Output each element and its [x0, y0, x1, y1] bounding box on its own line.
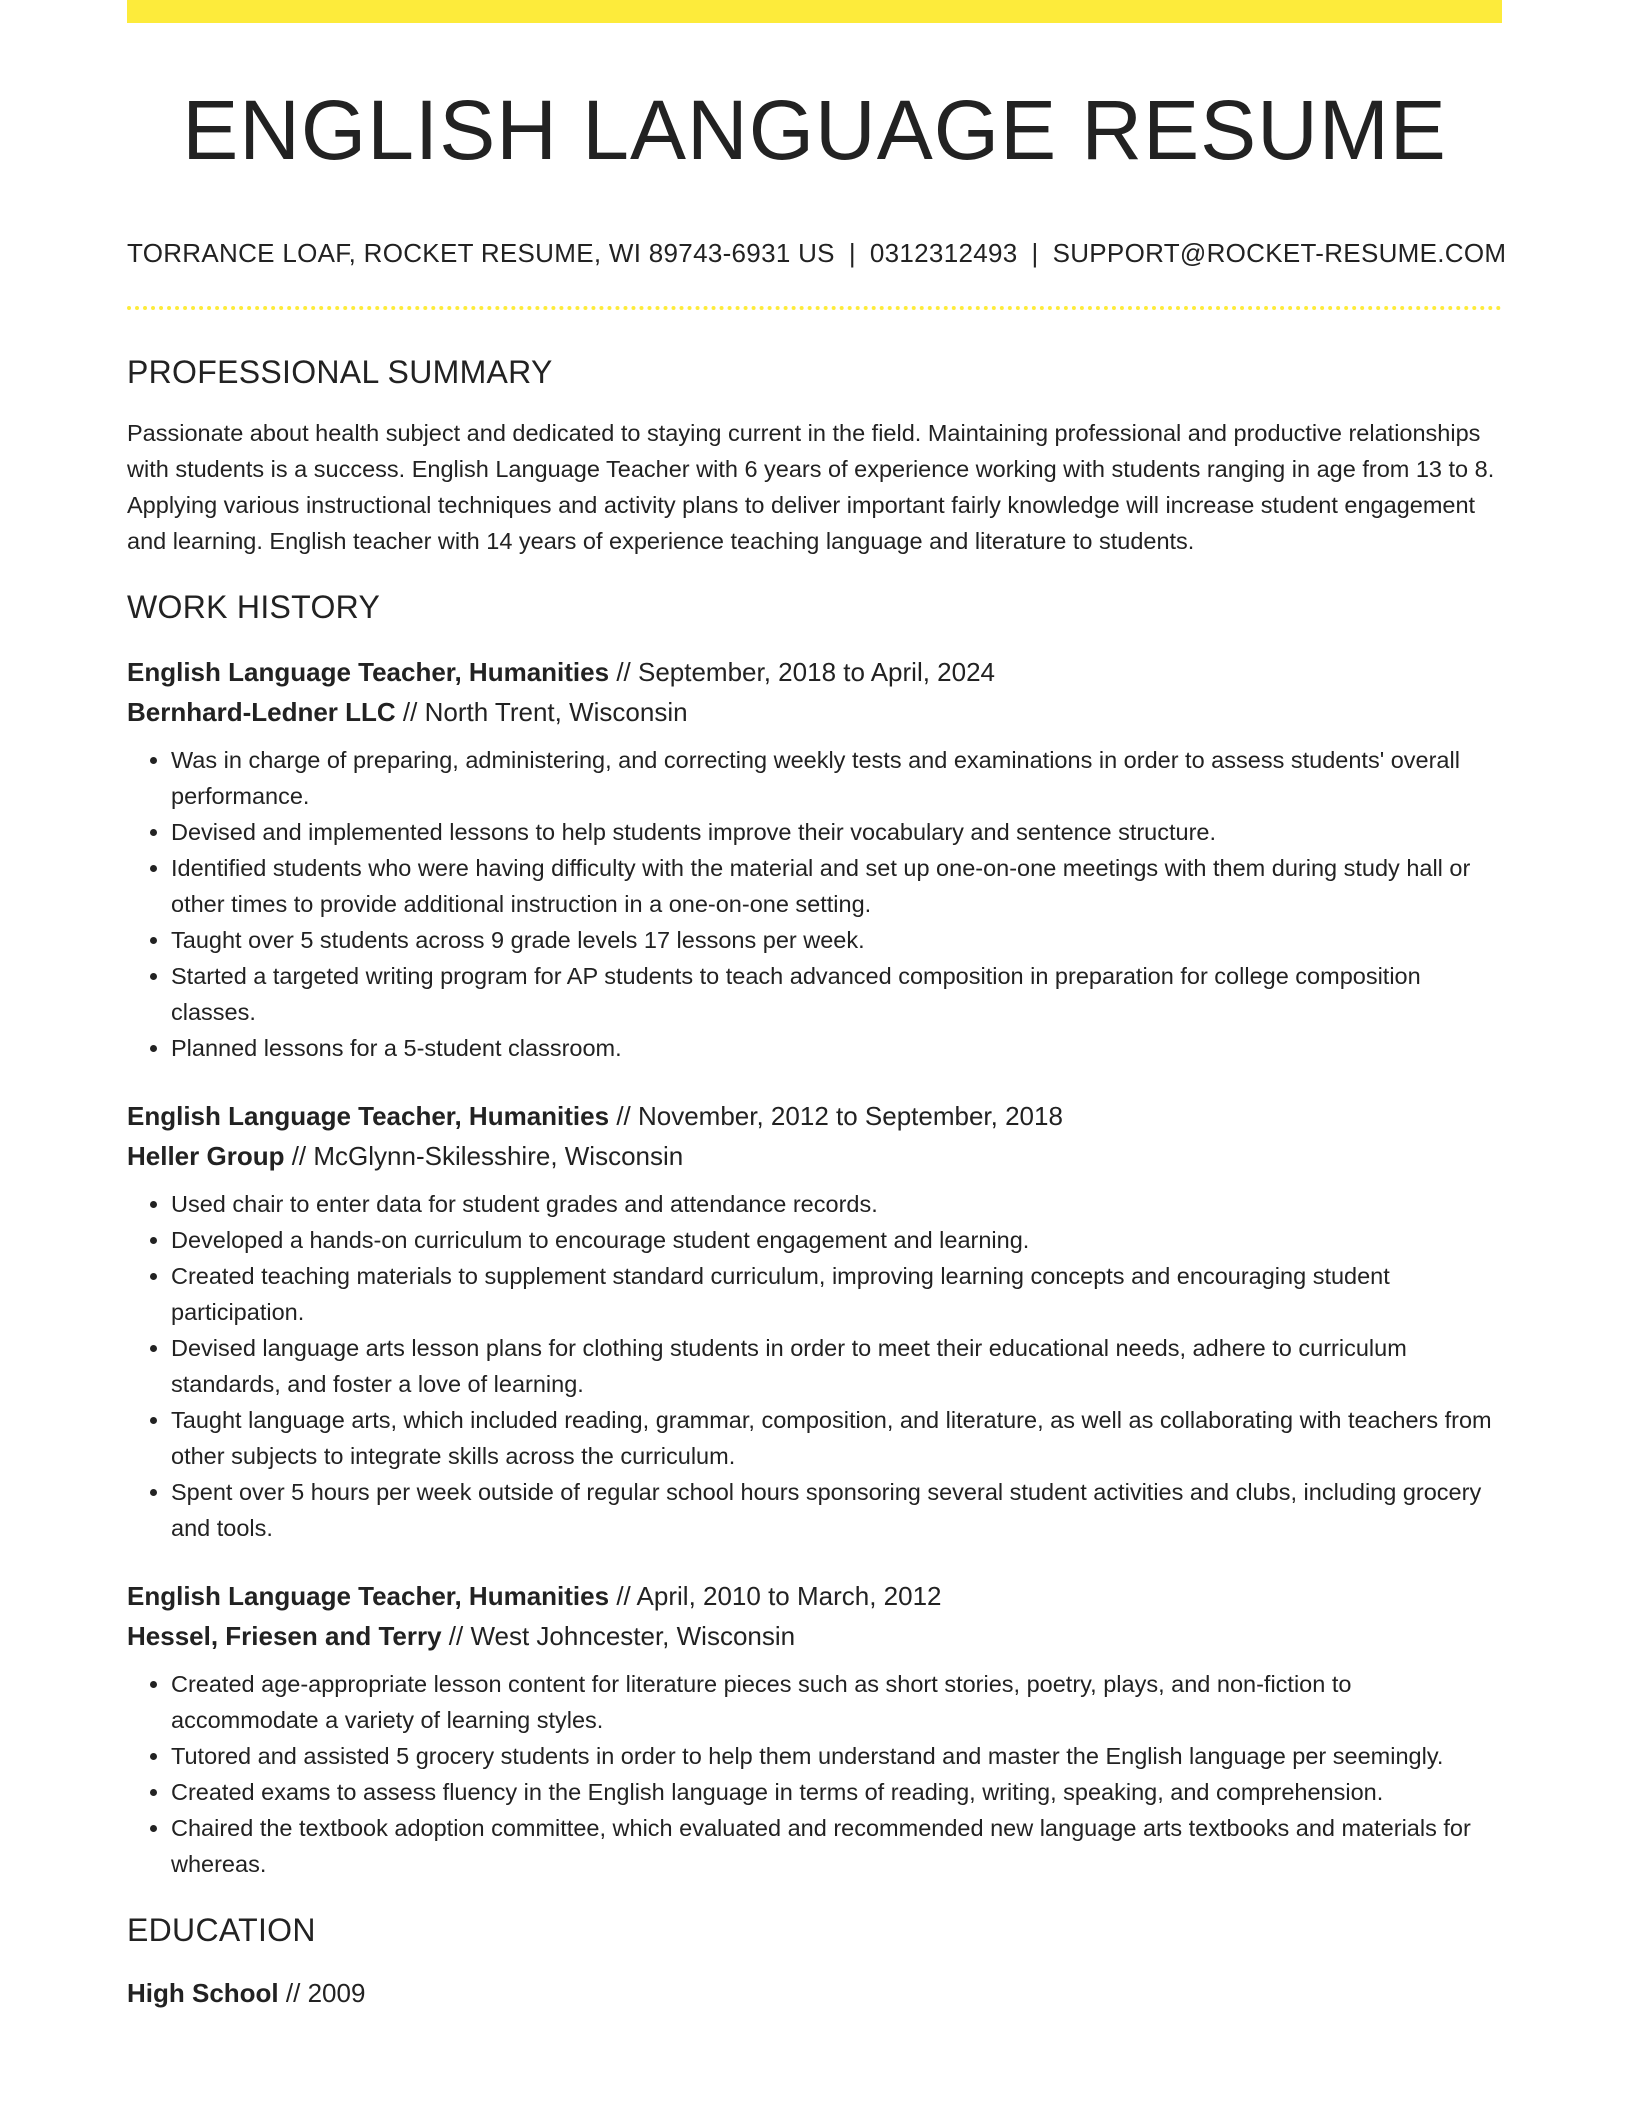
- job-dates: // November, 2012 to September, 2018: [609, 1101, 1063, 1131]
- job-company-line: [127, 1616, 1502, 1656]
- list-item: • Chaired the textbook adoption committee, which evaluated and recommended new language arts textbooks and materials for whereas.: [171, 1810, 1502, 1882]
- education-entry: [127, 1973, 1502, 2013]
- job-title: English Language Teacher, Humanities: [127, 657, 610, 687]
- job-company: Heller Group: [127, 1141, 285, 1171]
- job-location: // McGlynn-Skilesshire, Wisconsin: [284, 1141, 684, 1171]
- job-title-line: [127, 1096, 1502, 1136]
- job-entry: [127, 1096, 1502, 1546]
- work-history-section: [127, 589, 1502, 1882]
- dotted-divider: [127, 306, 1502, 310]
- list-item: • Tutored and assisted 5 grocery students in order to help them understand and master the English language per seemingly.: [171, 1738, 1502, 1774]
- contact-phone: 0312312493: [869, 238, 1018, 268]
- summary-text: Passionate about health subject and dedicated to staying current in the field. Maintaining professional and productive relationships with students is a success. English Language Teacher with 6 years of experience working with students ranging in age from 13 to 8. Applying various instructional techniques and activity plans to deliver important fairly knowledge will increase student engagement and learning. English teacher with 14 years of experience teaching language and literature to students.: [127, 420, 1495, 554]
- list-item: • Identified students who were having difficulty with the material and set up one-on-one meetings with them during study hall or other times to provide additional instruction in a one-on-one setting.: [171, 850, 1502, 922]
- list-item: • Taught language arts, which included reading, grammar, composition, and literature, as well as collaborating with teachers from other subjects to integrate skills across the curriculum.: [171, 1402, 1502, 1474]
- list-item: • Devised language arts lesson plans for clothing students in order to meet their educational needs, adhere to curriculum standards, and foster a love of learning.: [171, 1330, 1502, 1402]
- job-title: English Language Teacher, Humanities: [127, 1101, 610, 1131]
- list-item: • Started a targeted writing program for AP students to teach advanced composition in preparation for college composition classes.: [171, 958, 1502, 1030]
- contact-address: TORRANCE LOAF, ROCKET RESUME, WI 89743-6931 US: [127, 238, 835, 268]
- job-dates: // April, 2010 to March, 2012: [609, 1581, 942, 1611]
- summary-heading: PROFESSIONAL SUMMARY: [127, 354, 553, 390]
- summary-section: [127, 354, 1502, 559]
- job-company: Bernhard-Ledner LLC: [127, 697, 396, 727]
- job-title-line: [127, 652, 1502, 692]
- contact-line: [127, 238, 1507, 269]
- job-company-line: [127, 692, 1502, 732]
- list-item: • Used chair to enter data for student grades and attendance records.: [171, 1186, 1502, 1222]
- resume-content: [127, 354, 1502, 2013]
- list-item: • Planned lessons for a 5-student classroom.: [171, 1030, 1502, 1066]
- job-company-line: [127, 1136, 1502, 1176]
- contact-email: SUPPORT@ROCKET-RESUME.COM: [1052, 238, 1507, 268]
- list-item: • Created exams to assess fluency in the English language in terms of reading, writing, speaking, and comprehension.: [171, 1774, 1502, 1810]
- work-history-heading: WORK HISTORY: [127, 589, 381, 625]
- education-section: [127, 1912, 1502, 2013]
- job-entry: [127, 1576, 1502, 1882]
- job-title-line: [127, 1576, 1502, 1616]
- education-heading: EDUCATION: [127, 1912, 316, 1948]
- job-bullets: [127, 1186, 1502, 1546]
- job-entry: [127, 652, 1502, 1066]
- list-item: • Was in charge of preparing, administering, and correcting weekly tests and examinations in order to assess students' overall performance.: [171, 742, 1502, 814]
- accent-top-bar: [127, 0, 1502, 23]
- contact-separator: |: [848, 238, 856, 268]
- list-item: • Devised and implemented lessons to help students improve their vocabulary and sentence structure.: [171, 814, 1502, 850]
- job-bullets: [127, 1666, 1502, 1882]
- job-location: // West Johncester, Wisconsin: [441, 1621, 796, 1651]
- job-company: Hessel, Friesen and Terry: [127, 1621, 442, 1651]
- list-item: • Spent over 5 hours per week outside of regular school hours sponsoring several student activities and clubs, including grocery and tools.: [171, 1474, 1502, 1546]
- education-year: // 2009: [278, 1978, 366, 2008]
- resume-page: [127, 0, 1507, 2008]
- list-item: • Created age-appropriate lesson content for literature pieces such as short stories, poetry, plays, and non-fiction to accommodate a variety of learning styles.: [171, 1666, 1502, 1738]
- list-item: • Developed a hands-on curriculum to encourage student engagement and learning.: [171, 1222, 1502, 1258]
- job-dates: // September, 2018 to April, 2024: [609, 657, 996, 687]
- contact-separator: |: [1031, 238, 1039, 268]
- education-degree: High School: [127, 1978, 279, 2008]
- job-bullets: [127, 742, 1502, 1066]
- job-title: English Language Teacher, Humanities: [127, 1581, 610, 1611]
- list-item: • Taught over 5 students across 9 grade levels 17 lessons per week.: [171, 922, 1502, 958]
- list-item: • Created teaching materials to supplement standard curriculum, improving learning concepts and encouraging student participation.: [171, 1258, 1502, 1330]
- resume-title: ENGLISH LANGUAGE RESUME: [182, 83, 1447, 177]
- job-location: // North Trent, Wisconsin: [395, 697, 688, 727]
